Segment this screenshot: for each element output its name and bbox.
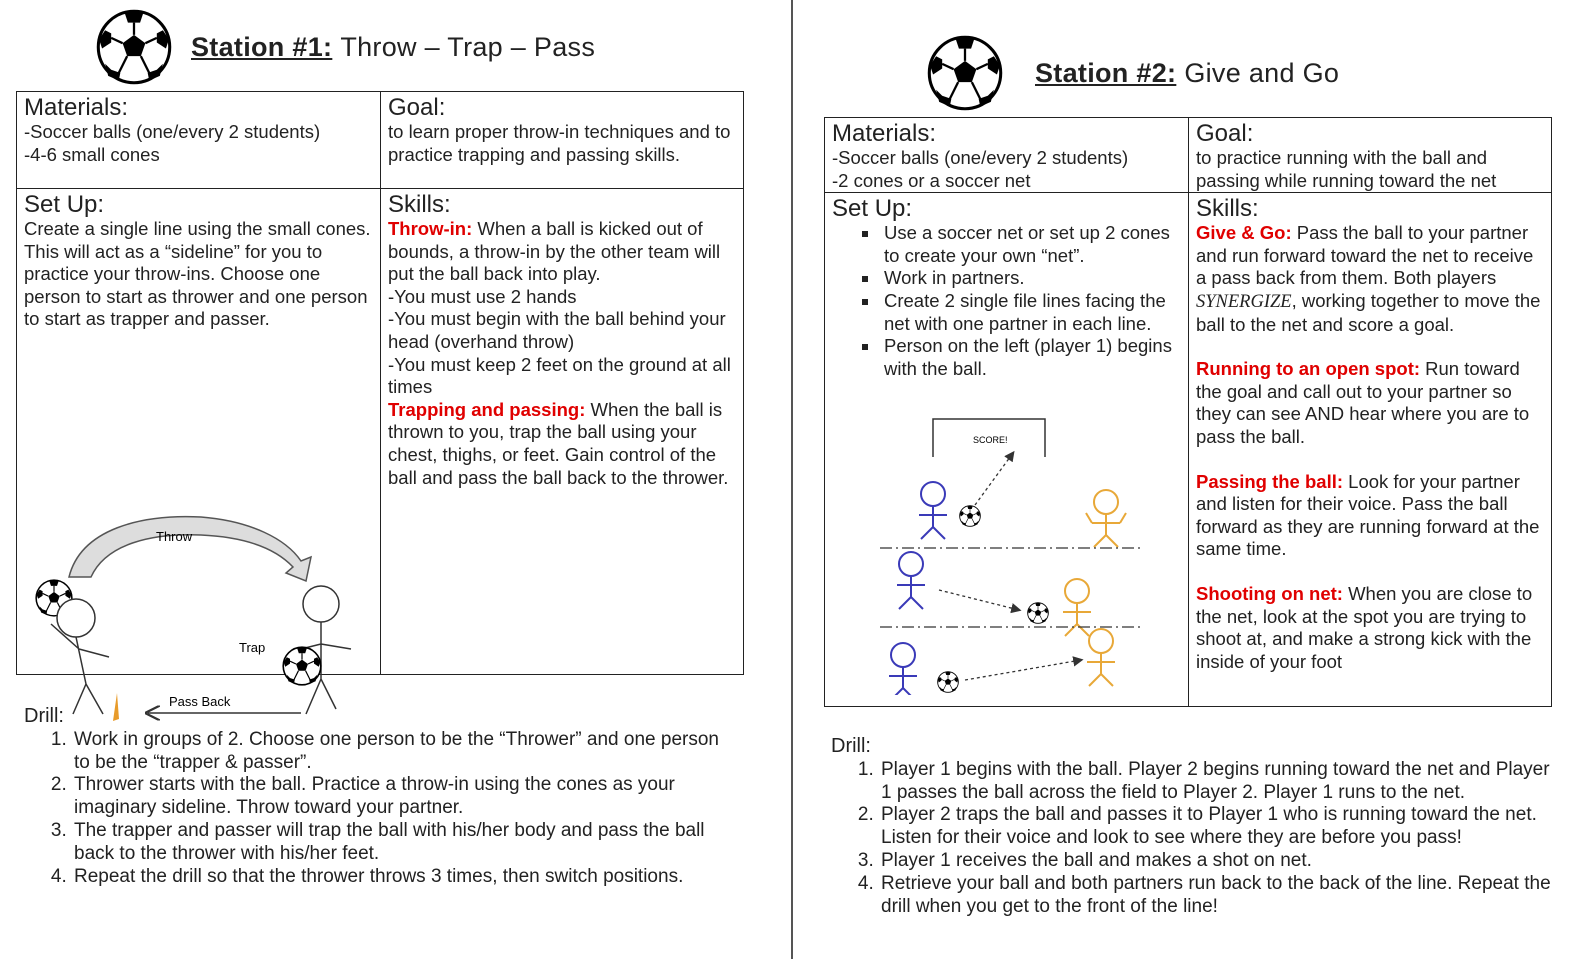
materials-heading: Materials:	[832, 120, 937, 147]
skill-label: Throw-in:	[388, 218, 473, 239]
skill-text: , working together to move the ball to the net and score a goal.	[1196, 289, 1541, 335]
goal-heading: Goal:	[388, 94, 446, 121]
drill-step: 4. Repeat the drill so that the thrower throws 3 times, then switch positions.	[72, 866, 724, 889]
skills-cell	[381, 189, 744, 675]
setup-heading: Set Up:	[24, 191, 105, 218]
drill-step: 1. Work in groups of 2. Choose one person to be the “Thrower” and one person to be the “trapper & passer”.	[72, 729, 724, 775]
throw-label: Throw	[156, 529, 193, 544]
station-1-table	[16, 91, 744, 709]
trap-label: Trap	[239, 640, 266, 655]
skill-rule: -You must use 2 hands	[388, 285, 577, 307]
materials-heading: Materials:	[24, 94, 129, 121]
skill-text: When a ball is kicked out of bounds, a throw-in by the other team will put the ball back into play.	[388, 218, 721, 285]
setup-cell	[17, 189, 381, 709]
skill-label: Passing the ball:	[1196, 470, 1344, 492]
materials-item: -Soccer balls (one/every 2 students)	[24, 121, 321, 142]
materials-item: -2 cones or a soccer net	[832, 169, 1031, 191]
setup-heading: Set Up:	[832, 195, 913, 223]
drill-step: 3. Player 1 receives the ball and makes a shot on net.	[879, 850, 1551, 873]
skill-text: Run toward the goal and call out to your partner so they can see AND hear where you are to pass the ball.	[1196, 358, 1530, 447]
drill-step: 3. The trapper and passer will trap the ball with his/her body and pass the ball back to the thrower with his/her feet.	[72, 820, 724, 866]
skill-label: Give & Go:	[1196, 222, 1292, 244]
skill-open-spot	[1196, 358, 1545, 448]
goal-text: to learn proper throw-in techniques and to practice trapping and passing skills.	[388, 121, 731, 165]
setup-item: ▪ Work in partners.	[880, 267, 1182, 290]
skill-shooting	[1196, 583, 1545, 673]
skill-label: Running to an open spot:	[1196, 358, 1421, 380]
materials-item: -Soccer balls (one/every 2 students)	[832, 147, 1129, 168]
setup-cell	[825, 193, 1189, 707]
station-1-title	[191, 32, 595, 63]
goal-heading: Goal:	[1196, 120, 1254, 147]
station-1-drill	[24, 705, 724, 888]
setup-text: Create a single line using the small cones. This will act as a “sideline” for you to practice your throw-ins. Choose one person to start as thrower and one person to start as trapper and passer.	[24, 218, 371, 330]
pass-back-label: Pass Back	[169, 694, 231, 709]
give-and-go-diagram	[875, 415, 1155, 695]
station-2-name: Give and Go	[1184, 58, 1340, 88]
skill-give-and-go	[1196, 222, 1545, 336]
skill-label: Trapping and passing:	[388, 398, 586, 420]
skills-heading: Skills:	[388, 191, 451, 218]
drill-heading: Drill:	[831, 735, 871, 757]
materials-cell	[825, 118, 1189, 193]
goal-text: to practice running with the ball and passing while running toward the net	[1196, 147, 1497, 191]
station-2-table	[824, 117, 1552, 707]
skill-text: Look for your partner and listen for their voice. Pass the ball forward as they are running forward at the same time.	[1196, 470, 1540, 560]
page-divider	[791, 0, 793, 959]
skills-heading: Skills:	[1196, 195, 1259, 223]
materials-item: -4-6 small cones	[24, 143, 160, 165]
skill-text: Pass the ball to your partner and run forward toward the net to receive a pass back from them. Both players	[1196, 222, 1534, 289]
throw-trap-pass-diagram	[31, 509, 361, 724]
synergize-word: SYNERGIZE	[1196, 291, 1292, 312]
skill-text: When you are close to the net, look at the spot you are trying to shoot at, and make a strong kick with the inside of your foot	[1196, 582, 1533, 672]
skill-label: Shooting on net:	[1196, 582, 1343, 604]
station-2-drill	[831, 735, 1551, 918]
skills-cell	[1189, 193, 1552, 707]
setup-item: ▪ Person on the left (player 1) begins with the ball.	[880, 335, 1182, 380]
skill-throw-in	[388, 218, 737, 286]
skill-text: When the ball is thrown to you, trap the ball using your chest, thighs, or feet. Gain control of the ball and pass the ball back to the thrower.	[388, 398, 729, 488]
soccer-ball-icon	[96, 9, 172, 85]
skill-rule: -You must begin with the ball behind your head (overhand throw)	[388, 308, 726, 352]
score-label: SCORE!	[973, 435, 1008, 446]
skill-trapping	[388, 399, 737, 489]
drill-step: 4. Retrieve your ball and both partners run back to the back of the line. Repeat the drill when you get to the front of the line!	[879, 873, 1551, 919]
drill-step: 2. Player 2 traps the ball and passes it to Player 1 who is running toward the net. Listen for their voice and look to see where they are before you pass!	[879, 804, 1551, 850]
materials-cell	[17, 92, 381, 189]
station-2-title	[1035, 58, 1339, 89]
station-1-label: Station #1:	[191, 32, 333, 62]
soccer-ball-icon	[927, 35, 1003, 111]
goal-cell	[381, 92, 744, 189]
station-2-label: Station #2:	[1035, 58, 1177, 88]
setup-item: ▪ Create 2 single file lines facing the net with one partner in each line.	[880, 290, 1182, 335]
station-1-name: Throw – Trap – Pass	[340, 32, 596, 62]
skill-passing	[1196, 471, 1545, 561]
goal-cell	[1189, 118, 1552, 193]
setup-item: ▪ Use a soccer net or set up 2 cones to create your own “net”.	[880, 222, 1182, 267]
drill-step: 2. Thrower starts with the ball. Practice a throw-in using the cones as your imaginary sideline. Throw toward your partner.	[72, 774, 724, 820]
drill-step: 1. Player 1 begins with the ball. Player 2 begins running toward the net and Player 1 passes the ball across the field to Player 2. Player 1 runs to the net.	[879, 759, 1551, 805]
skill-rule: -You must keep 2 feet on the ground at all times	[388, 353, 731, 398]
drill-heading: Drill:	[24, 705, 64, 727]
